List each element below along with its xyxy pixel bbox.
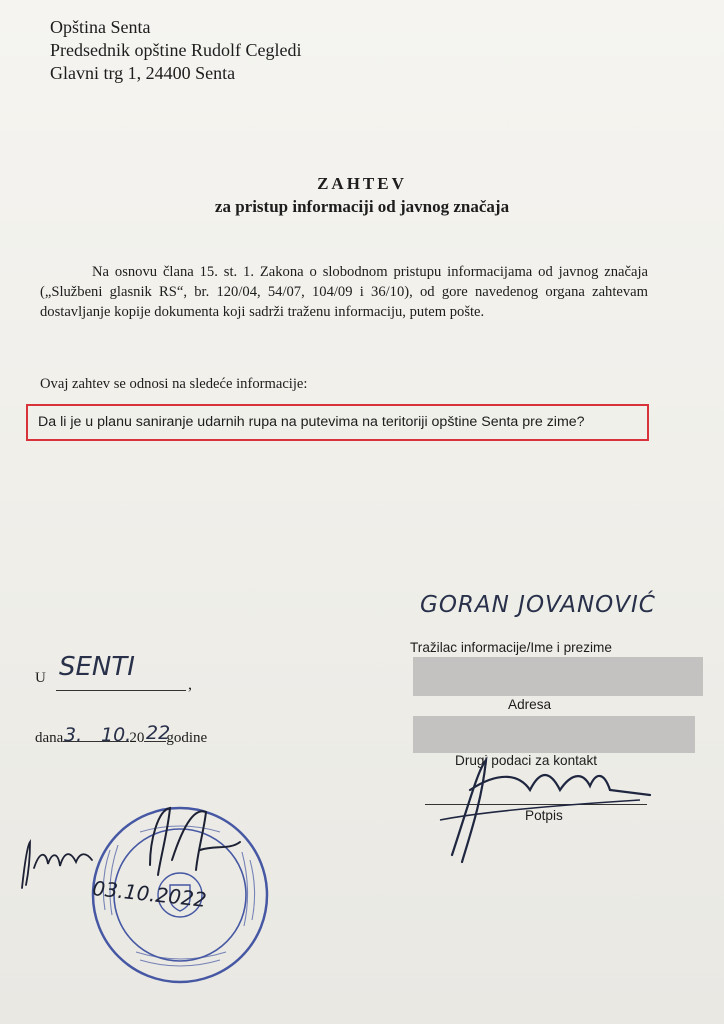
legal-paragraph: Na osnovu člana 15. st. 1. Zakona o slobodnom pristupu informacijama od javnog značaja („Službeni glasnik RS“, br. 120/04, 54/07, 104/09 i 36/10), od gore navedenog organa zahtevam dostavljanje kopije dokumenta koji sadrži traženu informaciju, putem pošte. [40,264,648,320]
stamp-date: 03.10.2022 [91,876,208,912]
date-prefix: dana [35,730,64,746]
sender-line-2: Predsednik opštine Rudolf Cegledi [50,40,302,60]
sender-line-3: Glavni trg 1, 24400 Senta [50,63,236,83]
requester-signature [452,760,650,862]
official-signature [150,808,240,875]
handwritten-place: SENTI [59,652,135,682]
margin-scribble [22,842,92,888]
handwritten-requester-name: GORAN JOVANOVIĆ [420,592,656,618]
handwritten-month: 10. [101,724,132,746]
place-prefix: U [35,670,46,686]
handwritten-year: 22 [146,722,171,744]
requester-name-caption: Tražilac informacije/Ime i prezime [410,640,612,655]
other-contact-caption: Drugi podaci za kontakt [455,753,598,768]
request-question-box: Da li je u planu saniranje udarnih rupa na putevima na teritoriji opštine Senta pre zime? [26,404,649,441]
year-printed: 20 [129,730,145,746]
request-lead: Ovaj zahtev se odnosi na sledeće informacije: [40,376,308,392]
document-title: ZAHTEV [317,174,407,193]
place-comma: , [188,676,192,693]
address-caption: Adresa [508,697,552,712]
handwritten-day: 3. [64,724,83,746]
date-suffix: godine [166,730,208,746]
sender-line-1: Opština Senta [50,17,151,37]
document-subtitle: za pristup informaciji od javnog značaja [214,197,510,216]
signature-caption: Potpis [525,808,563,823]
